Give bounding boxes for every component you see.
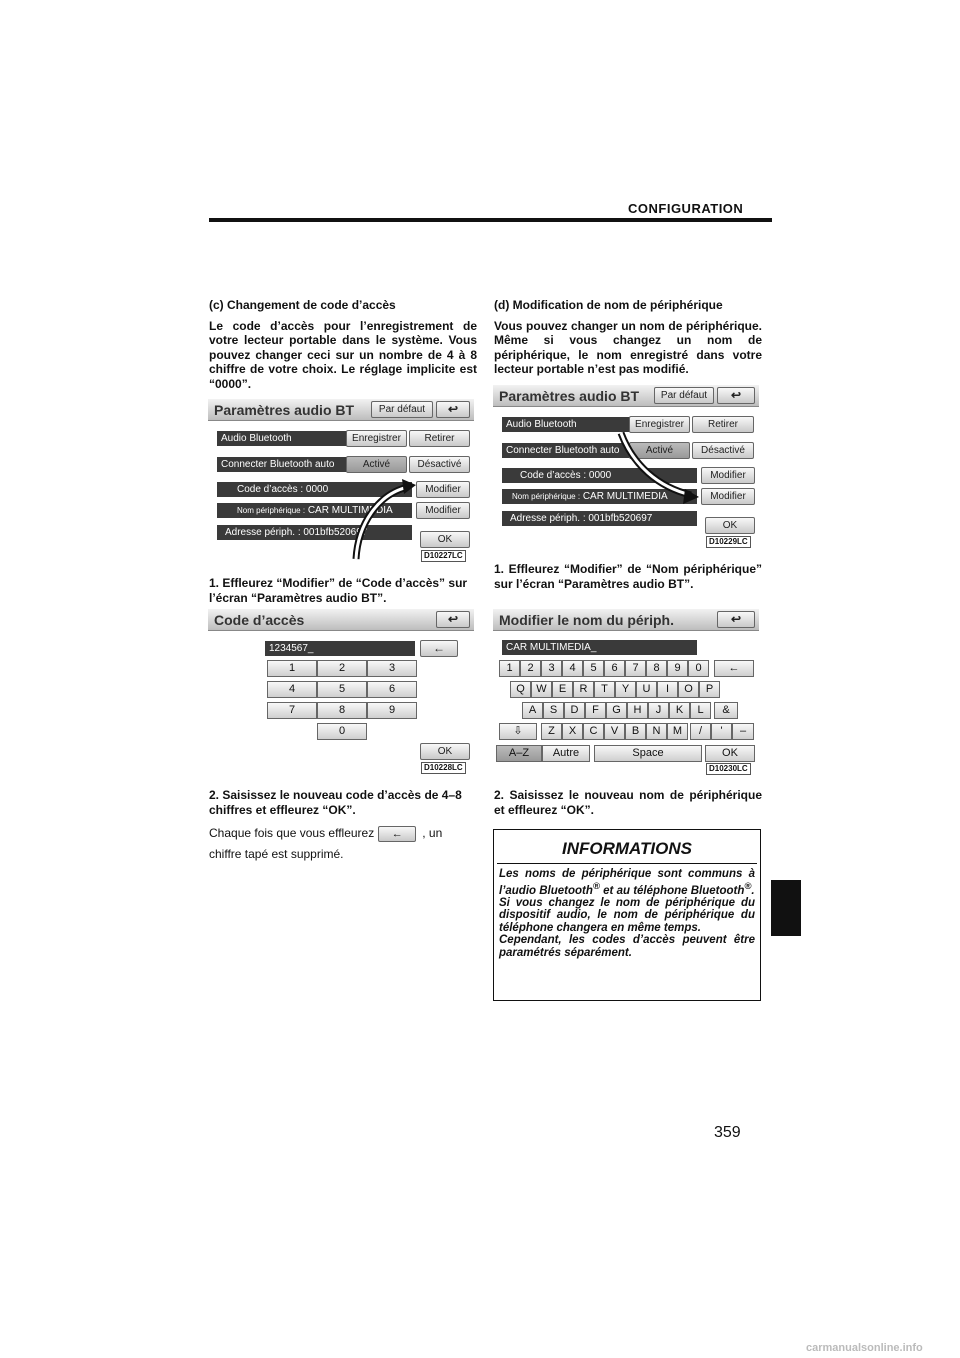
- device-name-label: Nom périphérique :: [237, 506, 306, 515]
- key-m[interactable]: M: [667, 723, 688, 740]
- key-0[interactable]: 0: [688, 660, 709, 677]
- note-before: Chaque fois que vous effleurez: [209, 826, 375, 840]
- right-step1: [494, 562, 762, 597]
- heading-c: (c) Changement de code d’accès: [209, 298, 396, 312]
- section-tab: [771, 880, 801, 936]
- header-rule: [209, 218, 772, 222]
- key-t[interactable]: T: [594, 681, 615, 698]
- step2-d: 2. Saisissez le nouveau nom de périphérique et effleurez “OK”.: [494, 788, 762, 817]
- key-3[interactable]: 3: [367, 660, 417, 677]
- key-w[interactable]: W: [531, 681, 552, 698]
- note-after: , un chiffre tapé est supprimé.: [209, 826, 443, 861]
- key-n[interactable]: N: [646, 723, 667, 740]
- right-step2: [494, 788, 762, 823]
- auto-connect-on-button[interactable]: Activé: [629, 442, 690, 459]
- auto-connect-off-button[interactable]: Désactivé: [692, 442, 754, 459]
- key-8[interactable]: 8: [317, 702, 367, 719]
- audio-bluetooth-label: Audio Bluetooth: [217, 431, 348, 446]
- key-2[interactable]: 2: [317, 660, 367, 677]
- register-button[interactable]: Enregistrer: [629, 416, 690, 433]
- registered-mark: ®: [744, 880, 752, 892]
- heading-d: (d) Modification de nom de périphérique: [494, 298, 723, 312]
- step2-c: 2. Saisissez le nouveau code d’accès de 4–8 chiffres et effleurez “OK”.: [209, 788, 462, 817]
- az-button[interactable]: A–Z: [496, 745, 542, 762]
- key-s[interactable]: S: [543, 702, 564, 719]
- left-step2: [209, 788, 477, 871]
- space-button[interactable]: Space: [594, 745, 702, 762]
- information-body: [499, 868, 755, 959]
- back-icon[interactable]: ↩: [436, 611, 470, 628]
- modify-passcode-button[interactable]: Modifier: [701, 467, 755, 484]
- screen-bt-settings-c: [208, 399, 474, 562]
- key-ampersand[interactable]: &: [714, 702, 738, 719]
- key-a[interactable]: A: [522, 702, 543, 719]
- auto-connect-label: Connecter Bluetooth auto: [502, 443, 633, 458]
- auto-connect-on-button[interactable]: Activé: [346, 456, 407, 473]
- passcode-row: Code d’accès : 0000: [502, 468, 697, 483]
- left-column: [209, 298, 477, 397]
- registered-mark: ®: [592, 880, 600, 892]
- key-apostrophe[interactable]: ': [711, 723, 732, 740]
- default-button[interactable]: Par défaut: [654, 387, 714, 404]
- device-name-value: CAR MULTIMEDIA: [307, 505, 393, 516]
- right-column: [494, 298, 762, 383]
- key-k[interactable]: K: [669, 702, 690, 719]
- info-text-2: Si vous changez le nom de périphérique du dispositif audio, le nom de périphérique du téléphone changera en même temps.: [499, 896, 755, 934]
- intro-d: Vous pouvez changer un nom de périphérique. Même si vous changez un nom de périphérique, le nom enregistré dans votre lecteur portable n’est pas modifié.: [494, 318, 762, 376]
- ok-button[interactable]: OK: [705, 517, 755, 534]
- name-entry[interactable]: CAR MULTIMEDIA_: [502, 640, 697, 655]
- key-d[interactable]: D: [564, 702, 585, 719]
- key-9[interactable]: 9: [367, 702, 417, 719]
- key-9[interactable]: 9: [667, 660, 688, 677]
- key-y[interactable]: Y: [615, 681, 636, 698]
- key-u[interactable]: U: [636, 681, 657, 698]
- key-f[interactable]: F: [585, 702, 606, 719]
- key-7[interactable]: 7: [625, 660, 646, 677]
- figure-code: D10227LC: [421, 550, 466, 562]
- key-i[interactable]: I: [657, 681, 678, 698]
- key-8[interactable]: 8: [646, 660, 667, 677]
- key-6[interactable]: 6: [604, 660, 625, 677]
- key-x[interactable]: X: [562, 723, 583, 740]
- back-icon[interactable]: ↩: [717, 611, 755, 628]
- figure-code: D10230LC: [706, 763, 751, 775]
- screen-title: Paramètres audio BT: [214, 402, 355, 418]
- pointer-arrow: [208, 399, 474, 562]
- key-1[interactable]: 1: [267, 660, 317, 677]
- screen-device-name: [493, 609, 759, 774]
- info-text-1b: et au téléphone Bluetooth: [599, 884, 745, 897]
- information-title: INFORMATIONS: [561, 839, 692, 858]
- passcode-entry[interactable]: 1234567_: [265, 641, 415, 656]
- address-row: Adresse périph. : 001bfb520697: [217, 525, 412, 540]
- screen-passcode: [208, 609, 474, 774]
- audio-bluetooth-label: Audio Bluetooth: [502, 417, 633, 432]
- key-6[interactable]: 6: [367, 681, 417, 698]
- key-o[interactable]: O: [678, 681, 699, 698]
- pointer-arrow: [493, 385, 759, 548]
- key-h[interactable]: H: [627, 702, 648, 719]
- screen-title-bar: [493, 609, 759, 631]
- key-dash[interactable]: –: [732, 723, 754, 740]
- modify-passcode-button[interactable]: Modifier: [416, 481, 470, 498]
- delete-note: [209, 823, 477, 865]
- page-number: 359: [714, 1124, 741, 1141]
- figure-code: D10228LC: [421, 762, 466, 774]
- ok-button[interactable]: OK: [705, 745, 755, 762]
- delete-icon[interactable]: ←: [714, 660, 754, 677]
- screen-title: Code d’accès: [214, 612, 305, 628]
- key-j[interactable]: J: [648, 702, 669, 719]
- screen-bt-settings-d: [493, 385, 759, 548]
- key-1[interactable]: 1: [499, 660, 520, 677]
- ok-button[interactable]: OK: [420, 531, 470, 548]
- delete-icon[interactable]: ←: [420, 640, 458, 657]
- address-row: Adresse périph. : 001bfb520697: [502, 511, 697, 526]
- key-r[interactable]: R: [573, 681, 594, 698]
- left-step1: [209, 576, 477, 611]
- ok-button[interactable]: OK: [420, 743, 470, 760]
- step1-d: 1. Effleurez “Modifier” de “Nom périphérique” sur l’écran “Paramètres audio BT”.: [494, 562, 762, 591]
- info-text-3: Cependant, les codes d’accès peuvent être paramétrés séparément.: [499, 934, 755, 959]
- back-icon[interactable]: ↩: [717, 387, 755, 404]
- auto-connect-off-button[interactable]: Désactivé: [409, 456, 470, 473]
- device-name-label: Nom périphérique :: [512, 492, 581, 501]
- key-z[interactable]: Z: [541, 723, 562, 740]
- key-p[interactable]: P: [699, 681, 720, 698]
- information-box: [493, 829, 761, 1001]
- screen-title: Modifier le nom du périph.: [499, 612, 674, 628]
- default-button[interactable]: Par défaut: [371, 401, 433, 418]
- key-v[interactable]: V: [604, 723, 625, 740]
- key-c[interactable]: C: [583, 723, 604, 740]
- other-button[interactable]: Autre: [542, 745, 590, 762]
- key-4[interactable]: 4: [267, 681, 317, 698]
- key-e[interactable]: E: [552, 681, 573, 698]
- step1-c: 1. Effleurez “Modifier” de “Code d’accès” sur l’écran “Paramètres audio BT”.: [209, 576, 468, 605]
- key-5[interactable]: 5: [317, 681, 367, 698]
- info-text-1a: Les noms de périphérique sont communs à l’audio Bluetooth: [499, 868, 755, 897]
- key-0[interactable]: 0: [317, 723, 367, 740]
- register-button[interactable]: Enregistrer: [346, 430, 407, 447]
- watermark: carmanualsonline.info: [806, 1342, 923, 1354]
- key-slash[interactable]: /: [690, 723, 711, 740]
- key-q[interactable]: Q: [510, 681, 531, 698]
- information-rule: [497, 863, 757, 864]
- remove-button[interactable]: Retirer: [409, 430, 470, 447]
- intro-c: Le code d’accès pour l’enregistrement de votre lecteur portable dans le système. Vous pouvez changer ceci sur un nombre de 4 à 8 chiffre de votre choix. Le réglage implicite est “0000”.: [209, 318, 477, 391]
- shift-icon[interactable]: ⇩: [499, 723, 537, 740]
- modify-name-button[interactable]: Modifier: [701, 488, 755, 505]
- auto-connect-label: Connecter Bluetooth auto: [217, 457, 348, 472]
- device-name-value: CAR MULTIMEDIA: [582, 491, 668, 502]
- key-5[interactable]: 5: [583, 660, 604, 677]
- back-icon[interactable]: ↩: [436, 401, 470, 418]
- key-4[interactable]: 4: [562, 660, 583, 677]
- key-g[interactable]: G: [606, 702, 627, 719]
- modify-name-button[interactable]: Modifier: [416, 502, 470, 519]
- key-l[interactable]: L: [690, 702, 711, 719]
- key-b[interactable]: B: [625, 723, 646, 740]
- info-text-1c: .: [751, 884, 755, 897]
- screen-title-bar: [208, 609, 474, 631]
- key-7[interactable]: 7: [267, 702, 317, 719]
- passcode-row: Code d’accès : 0000: [217, 482, 412, 497]
- delete-icon: ←: [378, 826, 416, 842]
- remove-button[interactable]: Retirer: [692, 416, 754, 433]
- key-2[interactable]: 2: [520, 660, 541, 677]
- section-title: CONFIGURATION: [628, 201, 744, 216]
- screen-title: Paramètres audio BT: [499, 388, 640, 404]
- figure-code: D10229LC: [706, 536, 751, 548]
- key-3[interactable]: 3: [541, 660, 562, 677]
